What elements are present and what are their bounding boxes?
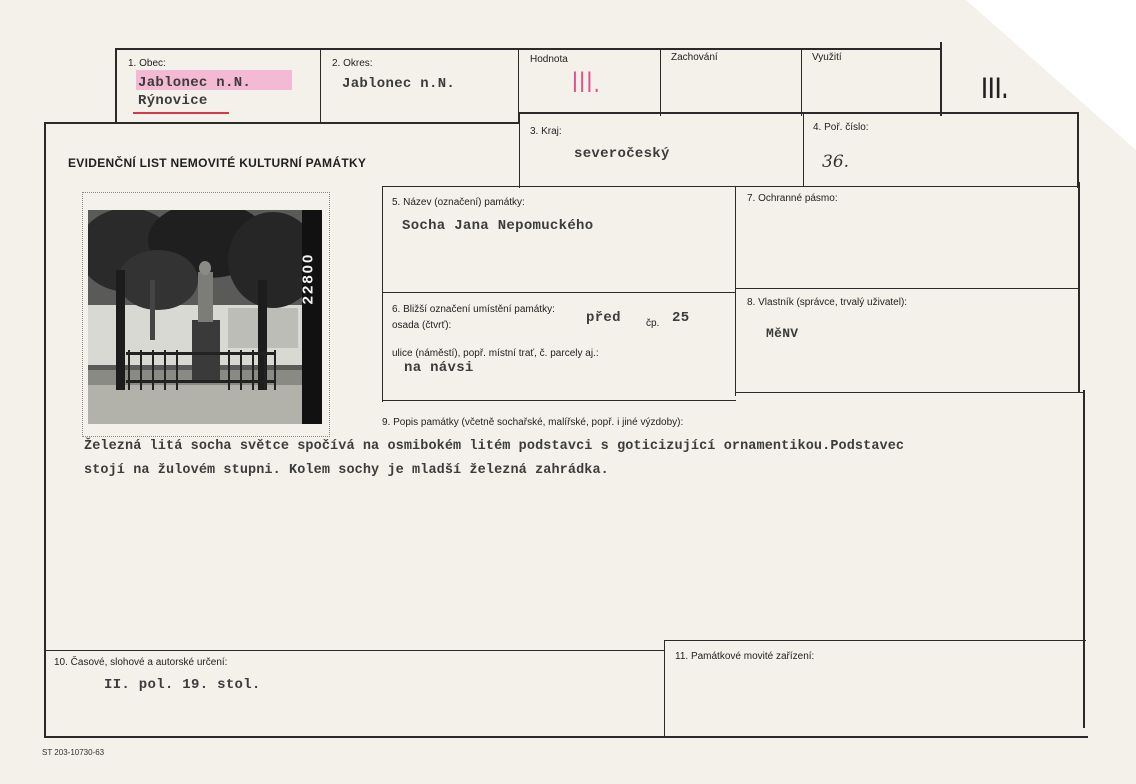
kraj-right-rule xyxy=(803,112,804,186)
hodnota-label: Hodnota xyxy=(530,54,568,65)
ulice-label: ulice (náměstí), popř. místní trať, č. parcely aj.: xyxy=(392,348,599,359)
vlastnik-label: 8. Vlastník (správce, trvalý uživatel): xyxy=(747,297,908,308)
statue-photo-image xyxy=(88,210,322,424)
document-title: EVIDENČNÍ LIST NEMOVITÉ KULTURNÍ PAMÁTKY xyxy=(68,156,367,170)
popis-line-1: Železná litá socha světce spočívá na osmibokém litém podstavci s goticizující ornamentikou.Podstavec xyxy=(84,439,905,454)
ochranne-pasmo-label: 7. Ochranné pásmo: xyxy=(747,193,838,204)
okres-label: 2. Okres: xyxy=(332,58,373,69)
cislo-label: 4. Poř. číslo: xyxy=(813,122,869,133)
popis-label: 9. Popis památky (včetně sochařské, malířské, popř. i jiné výzdoby): xyxy=(382,417,684,428)
frame-right-rule xyxy=(1078,182,1080,392)
nazev-label: 5. Název (označení) památky: xyxy=(392,197,525,208)
umisteni-label: 6. Bližší označení umístění památky: xyxy=(392,304,555,315)
row-rule xyxy=(664,640,1086,641)
kraj-label: 3. Kraj: xyxy=(530,126,562,137)
cp-value: 25 xyxy=(672,310,690,326)
row-rule xyxy=(44,650,664,651)
header-left-rule xyxy=(115,48,117,122)
kraj-value: severočeský xyxy=(574,146,670,162)
header-divider xyxy=(660,48,661,116)
row-rule xyxy=(382,400,736,401)
field-mid-rule xyxy=(735,186,736,396)
frame-bottom-rule xyxy=(44,736,1088,738)
obec-part-value: Rýnovice xyxy=(138,93,208,109)
form-code: ST 203-10730-63 xyxy=(42,748,105,757)
osada-value: před xyxy=(586,310,621,326)
osada-label: osada (čtvrť): xyxy=(392,320,452,331)
row-rule xyxy=(382,186,1080,187)
obec-underline xyxy=(133,112,229,114)
monument-photo xyxy=(88,210,322,424)
frame-right-rule xyxy=(1083,390,1085,728)
okres-value: Jablonec n.N. xyxy=(342,76,456,92)
obec-label: 1. Obec: xyxy=(128,58,166,69)
kraj-left-rule xyxy=(519,112,520,188)
hodnota-stamp: III. xyxy=(572,66,601,99)
row-rule xyxy=(736,392,1084,393)
row-rule xyxy=(382,292,736,293)
ulice-value: na návsi xyxy=(404,360,474,376)
header-divider xyxy=(801,48,802,116)
vlastnik-value: MěNV xyxy=(766,326,799,341)
row-rule xyxy=(736,288,1080,289)
zachovani-label: Zachování xyxy=(671,52,718,63)
movite-label: 11. Památkové movité zařízení: xyxy=(675,651,815,662)
frame-left-rule xyxy=(44,122,46,738)
header-divider xyxy=(518,48,519,122)
frame-top-rule xyxy=(519,112,1077,114)
obec-value: Jablonec n.N. xyxy=(138,75,252,91)
header-divider xyxy=(940,42,942,116)
photo-number: 22800 xyxy=(299,252,317,305)
frame-top-rule xyxy=(44,122,520,124)
nazev-value: Socha Jana Nepomuckého xyxy=(402,218,594,234)
frame-right-rule xyxy=(1077,112,1079,188)
header-divider xyxy=(320,48,321,122)
popis-line-2: stojí na žulovém stupni. Kolem sochy je mladší železná zahrádka. xyxy=(84,463,609,478)
cp-label: čp. xyxy=(646,318,660,329)
casove-value: II. pol. 19. stol. xyxy=(104,677,261,693)
vyuziti-label: Využití xyxy=(812,52,842,63)
cislo-value: 36. xyxy=(822,152,850,172)
field-mid-rule xyxy=(664,640,665,736)
header-top-rule xyxy=(115,48,941,50)
field-left-rule xyxy=(382,186,383,402)
category-value: III. xyxy=(982,72,1010,105)
casove-label: 10. Časové, slohové a autorské určení: xyxy=(54,657,228,668)
